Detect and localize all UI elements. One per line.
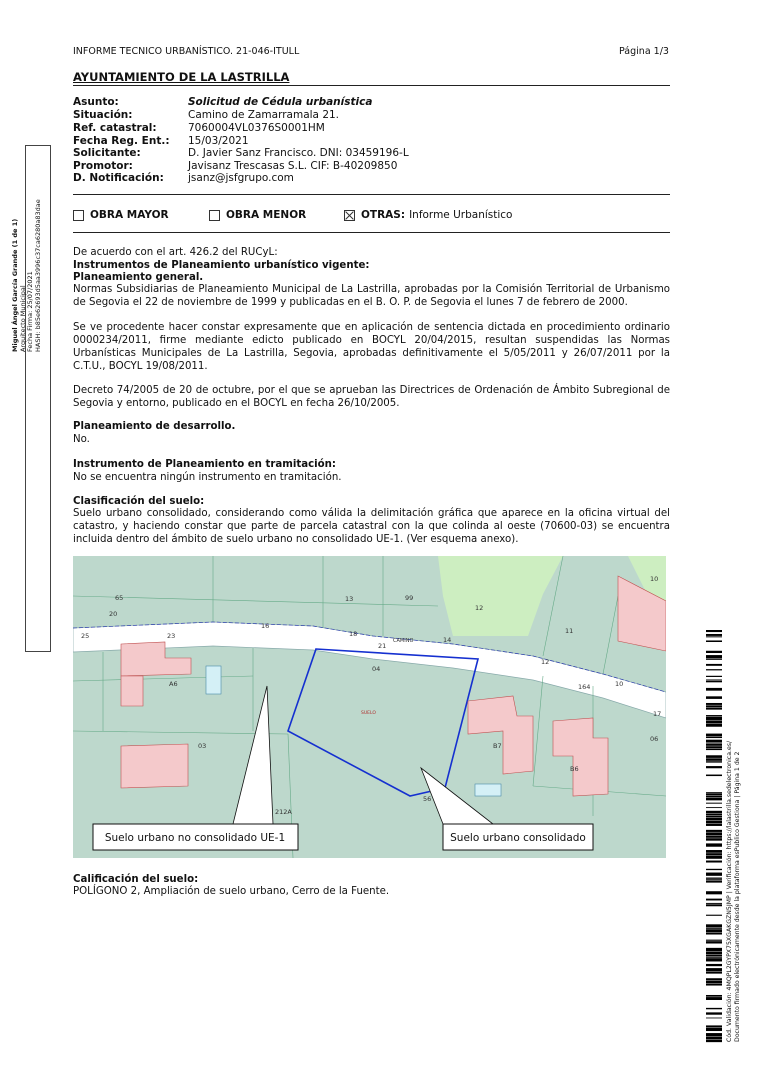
map-label: 212A [275,808,292,816]
checkbox-empty-icon [209,210,220,221]
land-classification-paragraph: Suelo urbano consolidado, considerando como válida la delimitación gráfica que aparece en la oficina virtual del catastro, y haciendo constar que parte de parcela catastral con la que colinda al oeste (70600-03) se encuentra incluida dentro del ámbito de suelo urbano no consolidado UE-1. (Ver esquema anexo). [73,508,670,545]
barcode-icon [706,630,722,1043]
general-planning-paragraph-2: Se ve procedente hacer constar expresamente que en aplicación de sentencia dictada en procedimiento ordinario 0000234/2011, firme mediante edicto publicado en BOCYL 20/04/2015, resultan suspendidas las Normas Urbanísticas Municipales de La Lastrilla, Segovia, aprobadas definitivamente el 5/05/2011 y 26/07/2011 por la C.T.U., BOCYL 19/08/2011. [73,322,670,372]
map-label: A6 [169,680,178,688]
instruments-heading: Instrumentos de Planeamiento urbanístico vigente: [73,260,370,271]
field-value: D. Javier Sanz Francisco. DNI: 03459196-L [188,147,409,159]
land-classification-heading: Clasificación del suelo: [73,496,205,507]
map-label: 56 [423,795,432,803]
land-qualification-value: POLÍGONO 2, Ampliación de suelo urbano, Cerro de la Fuente. [73,886,390,897]
option-obra-menor [209,209,306,221]
development-planning-heading: Planeamiento de desarrollo. [73,421,236,432]
map-label: 18 [349,630,358,638]
map-label: 10 [615,680,624,688]
checkbox-checked-icon [344,210,355,221]
options-divider [73,232,670,233]
checkbox-empty-icon [73,210,84,221]
signer-name: Miguel Ángel García Grande (1 de 1) [11,218,19,352]
map-label: 11 [565,627,574,635]
map-label: 65 [115,594,124,602]
general-planning-paragraph-3: Decreto 74/2005 de 20 de octubre, por el que se aprueban las Directrices de Ordenación de Ámbito Subregional de Segovia y entorno, publicado en el BOCYL en fecha 26/10/2005. [73,385,670,409]
pool [206,666,221,694]
field-label: Situación: [73,109,133,121]
map-label: 99 [405,594,414,602]
cadastral-map [73,556,666,858]
processing-instrument-value: No se encuentra ningún instrumento en tramitación. [73,472,342,483]
callout-unconsolidated-label: Suelo urbano no consolidado UE-1 [104,832,286,844]
fields-divider [73,194,670,195]
signature-date: Fecha Firma: 25/07/2021 [26,271,34,352]
map-label: 16 [261,622,270,630]
map-label: 164 [578,683,591,691]
map-label: 03 [198,742,207,750]
map-label: 20 [109,610,118,618]
intro-text: De acuerdo con el art. 426.2 del RUCyL: [73,247,278,258]
field-value: Solicitud de Cédula urbanística [188,96,373,108]
field-value: 15/03/2021 [188,135,249,147]
option-otras [344,209,512,221]
map-label: 06 [650,735,659,743]
map-label: 23 [167,632,176,640]
map-label: 10 [650,575,659,583]
field-label: Ref. catastral: [73,122,157,134]
field-label: Fecha Reg. Ent.: [73,135,170,147]
verification-line: Cód. Validación: 4MQPL2GYPX75XGAKGZN5JMP | Verificación: https://lalastrilla.sedelectronica.es/ [726,740,733,1042]
field-label: Promotor: [73,160,133,172]
signer-role: Arquitecto Municipal [18,285,27,352]
option-label: OBRA MAYOR [90,209,169,221]
map-label: 14 [443,636,452,644]
field-label: D. Notificación: [73,172,164,184]
field-value: 7060004VL0376S0001HM [188,122,325,134]
verification-line: Documento firmado electrónicamente desde la plataforma esPublico Gestiona | Página 1 de 2 [733,751,741,1042]
option-label: OBRA MENOR [226,209,307,221]
signature-text [12,199,42,352]
map-label: SUELO [361,711,376,716]
map-label: 12 [475,604,484,612]
option-obra-mayor [73,209,169,221]
signature-hash: HASH: b85e62693d5aa3996c37ca6280a83dae [33,199,42,352]
land-qualification-heading: Calificación del suelo: [73,874,199,885]
general-planning-paragraph-1: Normas Subsidiarias de Planeamiento Municipal de La Lastrilla, aprobadas por la Comisión Territorial de Urbanismo de Segovia el 22 de noviembre de 1999 y publicadas en el B. O. P. de Segovia el lunes 7 de febrero de 2000. [73,284,670,308]
option-label: OTRAS: [361,209,406,221]
processing-instrument-heading: Instrumento de Planeamiento en tramitación: [73,459,336,470]
development-planning-value: No. [73,434,90,445]
field-label: Solicitante: [73,147,141,159]
field-value: Javisanz Trescasas S.L. CIF: B-40209850 [188,160,398,172]
field-value: Camino de Zamarramala 21. [188,109,340,121]
map-label: 21 [378,642,387,650]
pool [475,784,501,796]
map-label: 04 [372,665,381,673]
general-planning-heading: Planeamiento general. [73,272,204,283]
map-label: 13 [345,595,354,603]
map-label: 25 [81,632,90,640]
field-label: Asunto: [73,96,119,108]
callout-consolidated-label: Suelo urbano consolidado [450,832,586,844]
map-label: 12 [541,658,550,666]
map-label: B7 [493,742,502,750]
report-reference: INFORME TECNICO URBANÍSTICO. 21-046-ITULL [73,46,300,57]
map-label: 17 [653,710,662,718]
verification-text [726,741,741,1042]
map-label: B6 [570,765,579,773]
title-divider [73,85,670,86]
document-title: AYUNTAMIENTO DE LA LASTRILLA [73,70,290,84]
field-value: jsanz@jsfgrupo.com [188,172,294,184]
page-number: Página 1/3 [619,46,669,57]
option-extra: Informe Urbanístico [409,209,513,221]
building [121,744,188,788]
building [121,676,143,706]
map-label: CAMINO [393,638,414,644]
